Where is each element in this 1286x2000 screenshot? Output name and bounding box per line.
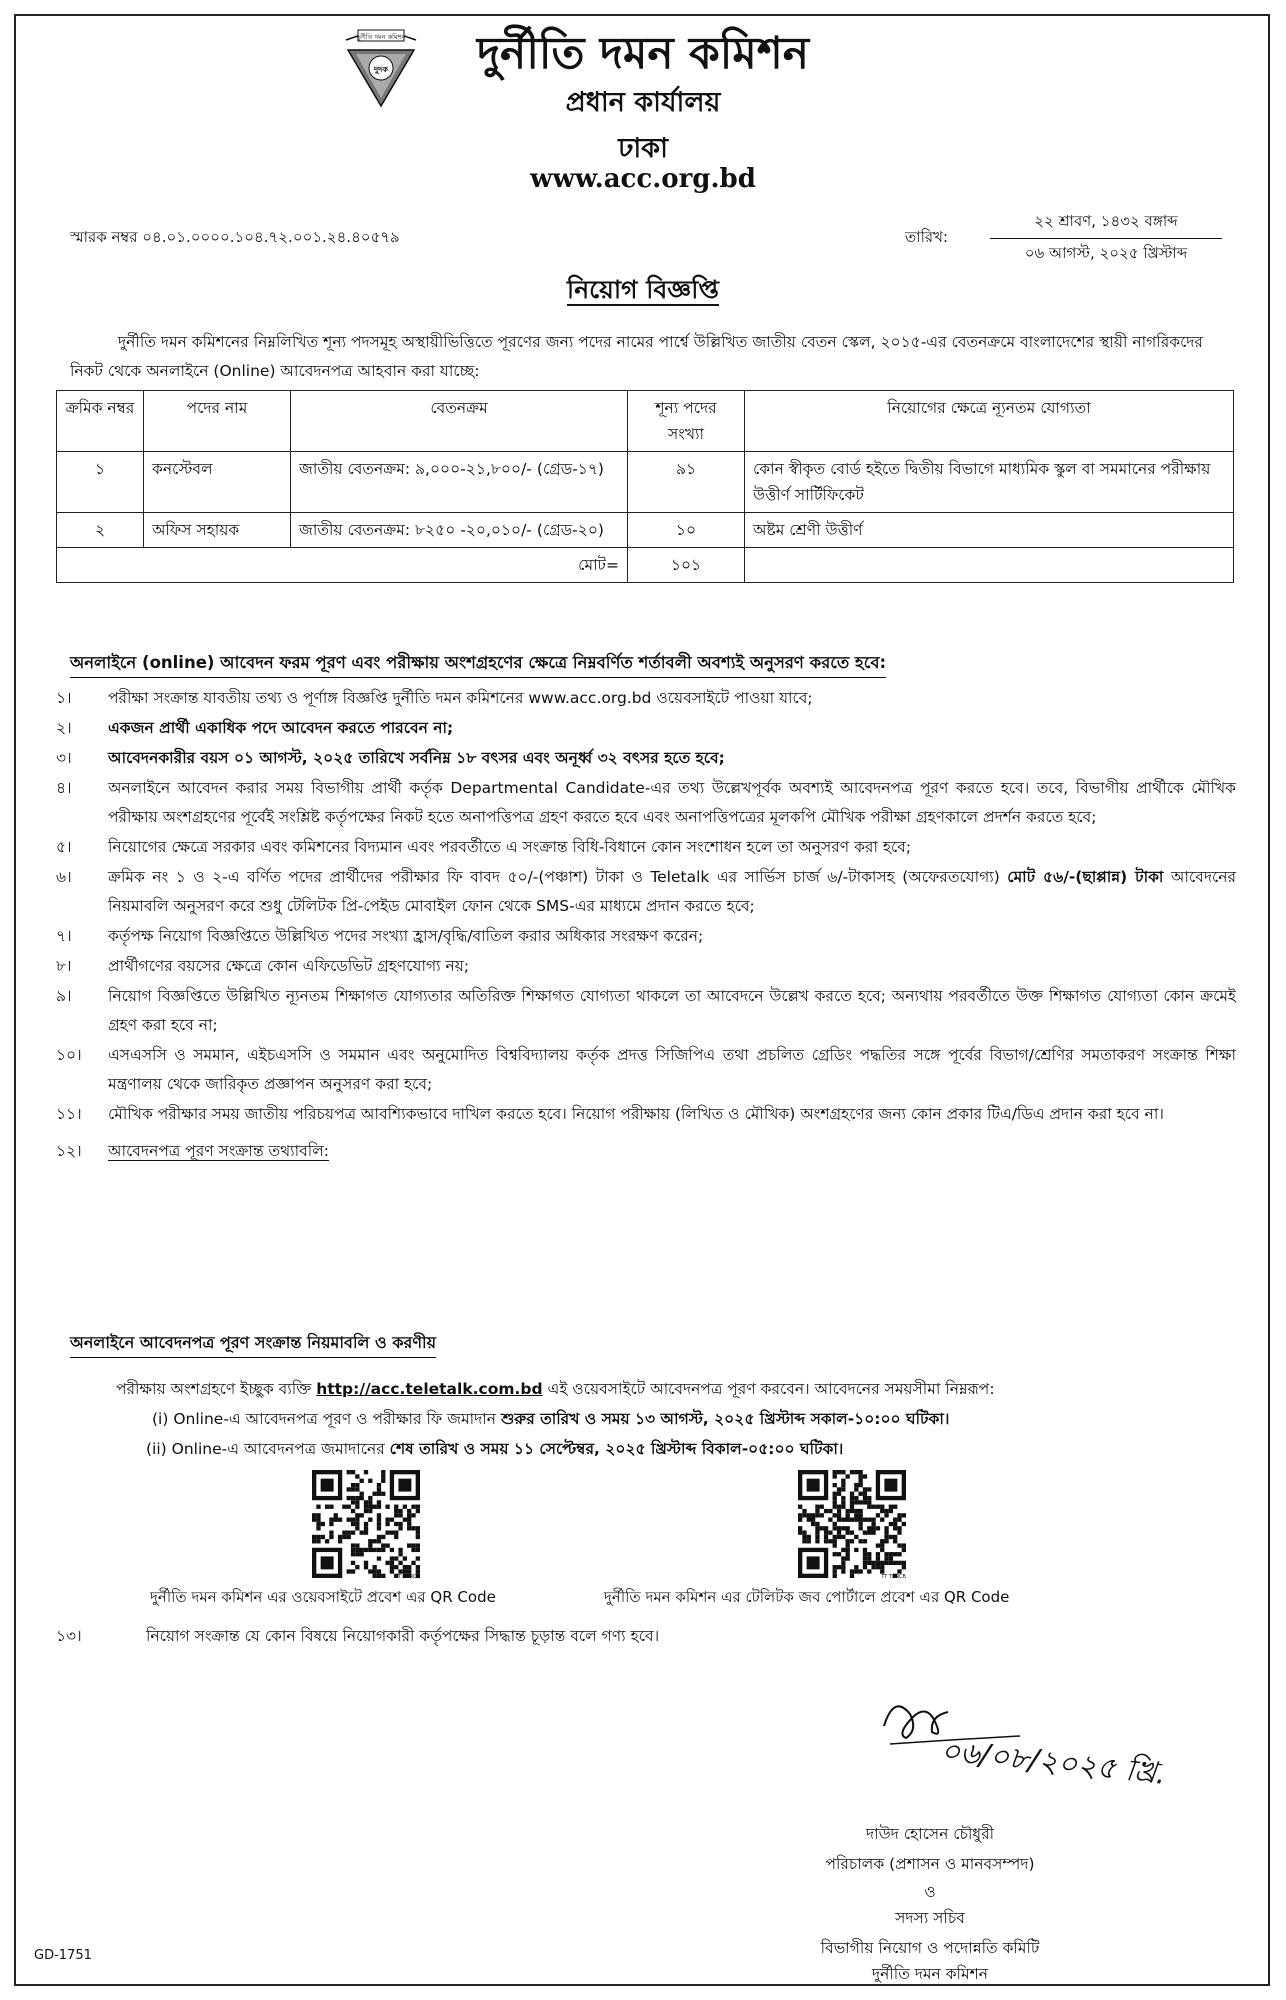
list-item bbox=[56, 952, 1236, 981]
item-text: একজন প্রার্থী একাধিক পদে আবেদন করতে পারবেন না; bbox=[108, 719, 454, 737]
list-item bbox=[56, 863, 1236, 921]
signatory-role: সদস্য সচিব bbox=[895, 1909, 965, 1927]
list-item bbox=[56, 684, 1236, 713]
online-instructions bbox=[116, 1374, 1226, 1464]
list-item bbox=[56, 982, 1236, 1040]
cell-serial: ১ bbox=[57, 452, 144, 513]
header-vacancy: শূন্য পদের সংখ্যা bbox=[628, 391, 745, 452]
conditions-heading: অনলাইনে (online) আবেদন ফরম পূরণ এবং পরীক্ষায় অংশগ্রহণের ক্ষেত্রে নিম্নবর্ণিত শর্তাবলী অবশ্যই অনুসরণ করতে হবে: bbox=[70, 650, 886, 678]
cell-scale: জাতীয় বেতনক্রম: ৮২৫০ -২০,০১০/- (গ্রেড-২০) bbox=[291, 513, 628, 548]
list-item bbox=[56, 922, 1236, 951]
qr-caption-website: দুর্নীতি দমন কমিশন এর ওয়েবসাইটে প্রবেশ এর QR Code bbox=[150, 1588, 496, 1606]
city-name: ঢাকা bbox=[618, 133, 668, 164]
cell-post: কনস্টেবল bbox=[144, 452, 291, 513]
qr-code-job-portal[interactable] bbox=[798, 1470, 906, 1578]
table-total-row bbox=[57, 548, 1234, 583]
item-text: পরীক্ষা সংক্রান্ত যাবতীয় তথ্য ও পূর্ণাঙ্গ বিজ্ঞপ্তি দুর্নীতি দমন কমিশনের www.acc.org.bd ওয়েবসাইটে পাওয়া যাবে; bbox=[108, 689, 813, 707]
total-fee: মোট ৫৬/-(ছাপ্পান্ন) টাকা bbox=[1007, 868, 1164, 886]
final-condition bbox=[56, 1622, 1236, 1652]
qr-tag-right: TT TDRCB bbox=[881, 1574, 906, 1580]
signatory-committee: বিভাগীয় নিয়োগ ও পদোন্নতি কমিটি bbox=[820, 1939, 1040, 1957]
website: www.acc.org.bd bbox=[530, 164, 756, 194]
item-number: ১। bbox=[56, 689, 72, 707]
item-text: প্রার্থীগণের বয়সের ক্ষেত্রে কোন এফিডেভিট গ্রহণযোগ্য নয়; bbox=[108, 957, 470, 975]
online-line: পরীক্ষায় অংশগ্রহণে ইচ্ছুক ব্যক্তি http://acc.teletalk.com.bd এই ওয়েবসাইটে আবেদনপত্র পূরণ করবেন। আবেদনের সময়সীমা নিম্নরূপ: bbox=[116, 1380, 995, 1398]
item-number: ৮। bbox=[56, 957, 72, 975]
cell-post: অফিস সহায়ক bbox=[144, 513, 291, 548]
cell-serial: ২ bbox=[57, 513, 144, 548]
list-item bbox=[56, 833, 1236, 862]
signatory-org: দুর্নীতি দমন কমিশন bbox=[871, 1965, 989, 1983]
teletalk-link[interactable]: http://acc.teletalk.com.bd bbox=[316, 1380, 543, 1398]
date-bangla: ২২ শ্রাবণ, ১৪৩২ বঙ্গাব্দ bbox=[990, 210, 1222, 239]
total-empty bbox=[745, 548, 1234, 583]
office-name: প্রধান কার্যালয় bbox=[565, 87, 721, 118]
item-text: কর্তৃপক্ষ নিয়োগ বিজ্ঞপ্তিতে উল্লিখিত পদের সংখ্যা হ্রাস/বৃদ্ধি/বাতিল করার অধিকার সংরক্ষণ করেন; bbox=[108, 927, 704, 945]
cell-vacancy: ৯১ bbox=[628, 452, 745, 513]
start-date-line: (i) Online-এ আবেদনপত্র পূরণ ও পরীক্ষার ফি জমাদান শুরুর তারিখ ও সময় ১৩ আগস্ট, ২০২৫ খ্রিস্টাব্দ সকাল-১০:০০ ঘটিকা। bbox=[152, 1410, 950, 1428]
cell-vacancy: ১০ bbox=[628, 513, 745, 548]
qr-tag-left: TT TDRCB bbox=[395, 1574, 420, 1580]
item-number: ৩। bbox=[56, 749, 72, 767]
handwritten-signature bbox=[870, 1686, 1210, 1806]
logo-caption: দুর্নীতি দমন কমিশন bbox=[356, 33, 406, 41]
list-item bbox=[56, 774, 1236, 832]
signatory-name: দাউদ হোসেন চৌধুরী bbox=[865, 1825, 995, 1843]
online-heading: অনলাইনে আবেদনপত্র পূরণ সংক্রান্ত নিয়মাবলি ও করণীয় bbox=[70, 1330, 436, 1358]
memo-number: স্মারক নম্বর ০৪.০১.০০০০.১০৪.৭২.০০১.২৪.৪০৫৭৯ bbox=[70, 228, 400, 246]
table-row bbox=[57, 452, 1234, 513]
header-scale: বেতনক্রম bbox=[291, 391, 628, 452]
list-item bbox=[56, 1137, 1236, 1166]
end-date-line: (ii) Online-এ আবেদনপত্র জমাদানের শেষ তারিখ ও সময় ১১ সেপ্টেম্বর, ২০২৫ খ্রিস্টাব্দ বিকাল-০৫:০০ ঘটিকা। bbox=[146, 1440, 844, 1458]
item-number: ১১। bbox=[56, 1105, 82, 1123]
item-number: ৬। bbox=[56, 868, 72, 886]
item-text: নিয়োগ সংক্রান্ত যে কোন বিষয়ে নিয়োগকারী কর্তৃপক্ষের সিদ্ধান্ত চূড়ান্ত বলে গণ্য হবে। bbox=[146, 1627, 660, 1645]
footer-code: GD-1751 bbox=[34, 1948, 92, 1963]
item-text: এসএসসি ও সমমান, এইচএসসি ও সমমান এবং অনুমোদিত বিশ্ববিদ্যালয় কর্তৃক প্রদত্ত সিজিপিএ তথা প্রচলিত গ্রেডিং পদ্ধতির সঙ্গে পূর্বের বিভাগ/শ্রেণির সমতাকরণ সংক্রান্ত শিক্ষা মন্ত্রণালয় থেকে জারিকৃত প্রজ্ঞাপন অনুসরণ করা হবে; bbox=[108, 1046, 1236, 1093]
list-item bbox=[56, 1100, 1236, 1129]
qr-caption-job-portal: দুর্নীতি দমন কমিশন এর টেলিটক জব পোর্টালে প্রবেশ এর QR Code bbox=[604, 1588, 1010, 1606]
total-value: ১০১ bbox=[628, 548, 745, 583]
signatory-conj: ও bbox=[924, 1883, 936, 1901]
qr-code-website[interactable] bbox=[312, 1470, 420, 1578]
item-text: আবেদনকারীর বয়স ০১ আগস্ট, ২০২৫ তারিখে সর্বনিম্ন ১৮ বৎসর এবং অনূর্ধ্ব ৩২ বৎসর হতে হবে; bbox=[108, 749, 725, 767]
list-item bbox=[56, 714, 1236, 743]
notice-title: নিয়োগ বিজ্ঞপ্তি bbox=[567, 275, 719, 304]
item-number: ১৩। bbox=[56, 1627, 82, 1645]
item-text: মৌখিক পরীক্ষার সময় জাতীয় পরিচয়পত্র আবশ্যিকভাবে দাখিল করতে হবে। নিয়োগ পরীক্ষায় (লিখিত ও মৌখিক) অংশগ্রহণের জন্য কোন প্রকার টিএ/ডিএ প্রদান করা হবে না। bbox=[108, 1105, 1164, 1123]
header-qualification: নিয়োগের ক্ষেত্রে ন্যূনতম যোগ্যতা bbox=[745, 391, 1234, 452]
item-text: অনলাইনে আবেদন করার সময় বিভাগীয় প্রার্থী কর্তৃক Departmental Candidate-এর তথ্য উল্লেখপূর্বক অবশ্যই আবেদনপত্র পূরণ করতে হবে। তবে, বিভাগীয় প্রার্থীকে মৌখিক পরীক্ষায় অংশগ্রহণের পূর্বেই সংশ্লিষ্ট কর্তৃপক্ষের নিকট হতে অনাপত্তিপত্র গ্রহণ করতে হবে এবং অনাপত্তিপত্রের মূলকপি মৌখিক পরীক্ষা গ্রহণকালে প্রদর্শন করতে হবে; bbox=[108, 779, 1236, 826]
item-number: ৭। bbox=[56, 927, 72, 945]
org-name: দুর্নীতি দমন কমিশন bbox=[476, 28, 810, 79]
item-text: আবেদনপত্র পূরণ সংক্রান্ত তথ্যাবলি: bbox=[108, 1142, 329, 1160]
cell-scale: জাতীয় বেতনক্রম: ৯,০০০-২১,৮০০/- (গ্রেড-১৭) bbox=[291, 452, 628, 513]
item-number: ১০। bbox=[56, 1046, 82, 1064]
list-item bbox=[56, 1622, 1236, 1651]
item-number: ৯। bbox=[56, 987, 72, 1005]
header-post: পদের নাম bbox=[144, 391, 291, 452]
item-text: নিয়োগ বিজ্ঞপ্তিতে উল্লিখিত ন্যূনতম শিক্ষাগত যোগ্যতার অতিরিক্ত শিক্ষাগত যোগ্যতা থাকলে তা আবেদনে উল্লেখ করতে হবে; অন্যথায় পরবর্তীতে উক্ত শিক্ষাগত যোগ্যতা কোন ক্রমেই গ্রহণ করা হবে না; bbox=[108, 987, 1236, 1034]
table-row bbox=[57, 513, 1234, 548]
list-item bbox=[56, 744, 1236, 773]
list-item bbox=[56, 1041, 1236, 1099]
signatory-designation: পরিচালক (প্রশাসন ও মানবসম্পদ) bbox=[825, 1855, 1035, 1873]
date-label: তারিখ: bbox=[905, 228, 949, 246]
signature-date: ০৬/০৮/২০২৫ খ্রি. bbox=[939, 1733, 1168, 1792]
total-label: মোট= bbox=[57, 548, 628, 583]
logo-letters: দুদক bbox=[373, 65, 389, 74]
posts-table bbox=[56, 390, 1234, 583]
item-number: ৪। bbox=[56, 779, 72, 797]
item-number: ২। bbox=[56, 719, 72, 737]
table-header-row bbox=[57, 391, 1234, 452]
item-text: ক্রমিক নং ১ ও ২-এ বর্ণিত পদের প্রার্থীদের পরীক্ষার ফি বাবদ ৫০/-(পঞ্চাশ) টাকা ও Teletalk এর সার্ভিস চার্জ ৬/-টাকাসহ (অফেরতযোগ্য) মোট ৫৬/-(ছাপ্পান্ন) টাকা আবেদনের নিয়মাবলি অনুসরণ করে শুধু টেলিটক প্রি-পেইড মোবাইল ফোন থেকে SMS-এর মাধ্যমে প্রদান করতে হবে; bbox=[108, 868, 1236, 915]
item-number: ৫। bbox=[56, 838, 72, 856]
date-english: ০৬ আগস্ট, ২০২৫ খ্রিস্টাব্দ bbox=[1024, 244, 1188, 262]
intro-paragraph: দুর্নীতি দমন কমিশনের নিম্নলিখিত শূন্য পদসমূহ অস্থায়ীভিত্তিতে পূরণের জন্য পদের নামের পার্শ্বে উল্লিখিত জাতীয় বেতন স্কেল, ২০১৫-এর বেতনক্রমে বাংলাদেশের স্থায়ী নাগরিকদের নিকট থেকে অনলাইনে (Online) আবেদনপত্র আহবান করা যাচ্ছে: bbox=[70, 333, 1203, 380]
item-number: ১২। bbox=[56, 1142, 82, 1160]
header-serial: ক্রমিক নম্বর bbox=[57, 391, 144, 452]
item-text: নিয়োগের ক্ষেত্রে সরকার এবং কমিশনের বিদ্যমান এবং পরবর্তীতে এ সংক্রান্ত বিধি-বিধানে কোন সংশোধন হলে তা অনুসরণ করা হবে; bbox=[108, 838, 912, 856]
cell-qualification: অষ্টম শ্রেণী উত্তীর্ণ bbox=[745, 513, 1234, 548]
cell-qualification: কোন স্বীকৃত বোর্ড হইতে দ্বিতীয় বিভাগে মাধ্যমিক স্কুল বা সমমানের পরীক্ষায় উত্তীর্ণ সার্টিফিকেট bbox=[745, 452, 1234, 513]
conditions-list bbox=[56, 684, 1236, 1167]
